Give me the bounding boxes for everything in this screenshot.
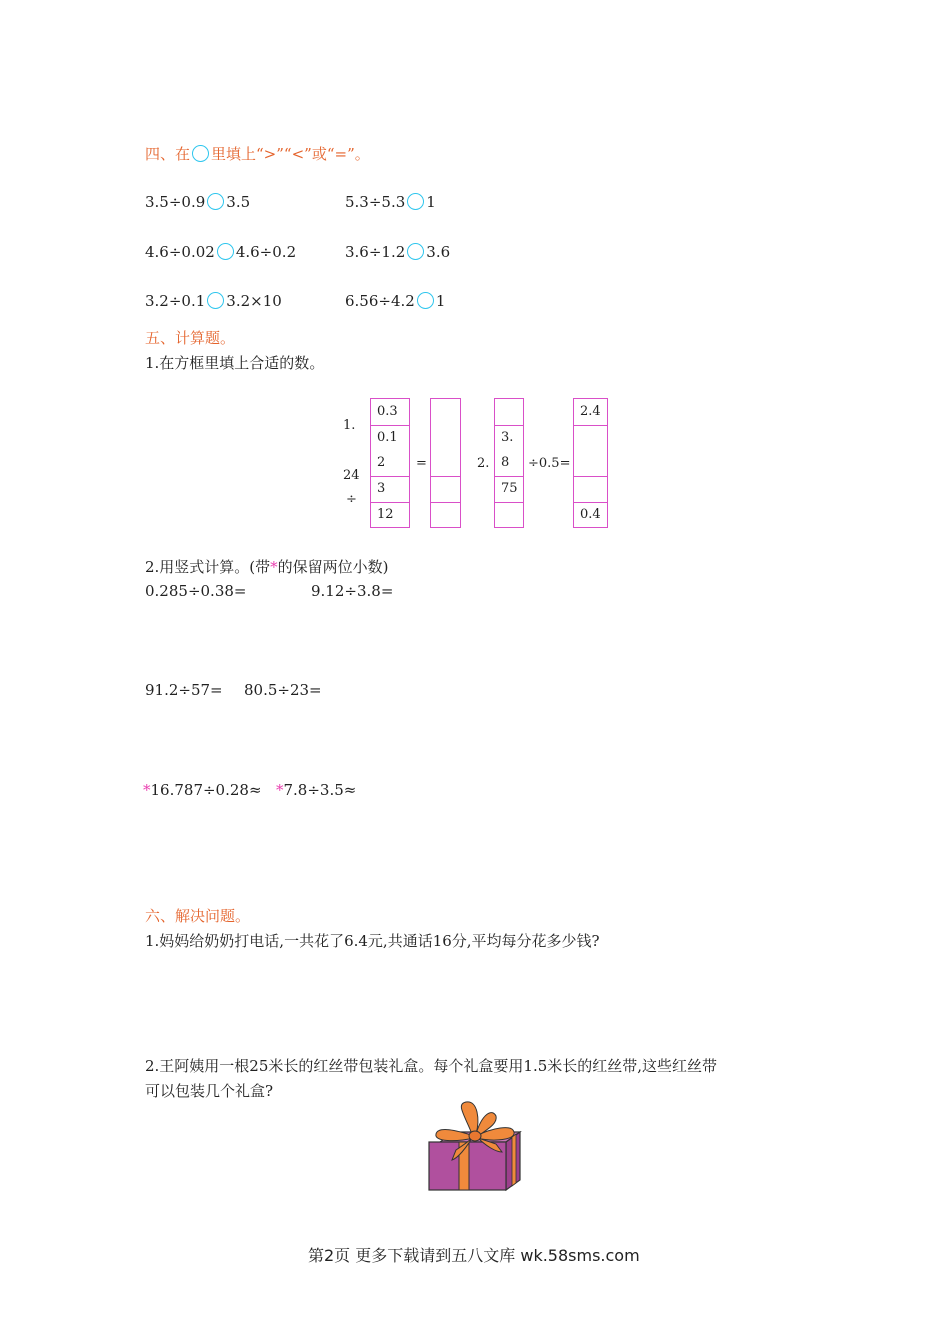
puzzle1-dividend: 24 bbox=[343, 468, 360, 483]
calc-problem: 91.2÷57= bbox=[145, 681, 223, 699]
box-cell[interactable]: 0.4 bbox=[574, 502, 607, 528]
puzzle1-equals: = bbox=[416, 456, 427, 471]
puzzle1-label: 1. bbox=[343, 418, 356, 433]
question-6-2-line2: 可以包装几个礼盒? bbox=[145, 1082, 274, 1100]
puzzle1-op: ÷ bbox=[346, 492, 357, 507]
circle-icon bbox=[192, 145, 209, 162]
page-footer: 第2页 更多下载请到五八文库 wk.58sms.com bbox=[308, 1246, 640, 1265]
box-cell[interactable] bbox=[495, 399, 523, 425]
question-6-1: 1.妈妈给奶奶打电话,一共花了6.4元,共通话16分,平均每分花多少钱? bbox=[145, 932, 600, 950]
answer-circle[interactable] bbox=[407, 243, 424, 260]
section6-title: 六、解决问题。 bbox=[145, 907, 251, 925]
answer-circle[interactable] bbox=[417, 292, 434, 309]
calc-problem: 9.12÷3.8= bbox=[311, 582, 394, 600]
puzzle2-result-box bbox=[573, 398, 608, 528]
box-cell[interactable]: 2 bbox=[377, 455, 386, 470]
answer-circle[interactable] bbox=[207, 193, 224, 210]
section5-title: 五、计算题。 bbox=[145, 329, 236, 347]
box-cell[interactable]: 3 bbox=[371, 476, 409, 502]
puzzle2-op: ÷0.5= bbox=[528, 456, 571, 471]
calc-problem-star: *7.8÷3.5≈ bbox=[276, 781, 357, 799]
puzzle2-label: 2. bbox=[477, 456, 490, 471]
question-6-2-line1: 2.王阿姨用一根25米长的红丝带包装礼盒。每个礼盒要用1.5米长的红丝带,这些红丝带 bbox=[145, 1057, 718, 1075]
calc-problem-star: *16.787÷0.28≈ bbox=[143, 781, 262, 799]
box-cell[interactable] bbox=[495, 502, 523, 528]
gift-box-icon bbox=[426, 1100, 526, 1192]
box-cell[interactable]: 2.4 bbox=[580, 404, 601, 419]
compare-item: 3.5÷0.9 3.5 bbox=[145, 193, 251, 211]
answer-circle[interactable] bbox=[407, 193, 424, 210]
compare-item: 3.6÷1.2 3.6 bbox=[345, 243, 451, 261]
box-cell[interactable]: 0.1 bbox=[371, 425, 409, 451]
puzzle1-divisor-box bbox=[370, 398, 410, 528]
answer-circle[interactable] bbox=[207, 292, 224, 309]
box-cell[interactable]: 0.3 bbox=[377, 404, 398, 419]
compare-item: 5.3÷5.3 1 bbox=[345, 193, 436, 211]
puzzle1-answer-box bbox=[430, 398, 461, 528]
answer-circle[interactable] bbox=[217, 243, 234, 260]
question-5-2: 2.用竖式计算。(带*的保留两位小数) bbox=[145, 558, 389, 576]
box-cell[interactable] bbox=[574, 425, 607, 476]
box-cell[interactable]: 75 bbox=[495, 476, 523, 502]
box-cell[interactable] bbox=[574, 476, 607, 502]
box-cell[interactable]: 3. bbox=[495, 425, 523, 451]
box-cell[interactable]: 8 bbox=[501, 455, 510, 470]
compare-item: 6.56÷4.2 1 bbox=[345, 292, 446, 310]
star-icon: * bbox=[143, 781, 151, 799]
puzzle2-dividend-box bbox=[494, 398, 524, 528]
question-5-1: 1.在方框里填上合适的数。 bbox=[145, 354, 325, 372]
box-cell[interactable]: 12 bbox=[371, 502, 409, 528]
calc-problem: 0.285÷0.38= bbox=[145, 582, 247, 600]
section4-title: 四、在 里填上“>”“<”或“=”。 bbox=[145, 145, 370, 163]
calc-problem: 80.5÷23= bbox=[244, 681, 322, 699]
compare-item: 4.6÷0.02 4.6÷0.2 bbox=[145, 243, 297, 261]
compare-item: 3.2÷0.1 3.2×10 bbox=[145, 292, 282, 310]
star-icon: * bbox=[276, 781, 284, 799]
star-icon: * bbox=[270, 558, 278, 576]
